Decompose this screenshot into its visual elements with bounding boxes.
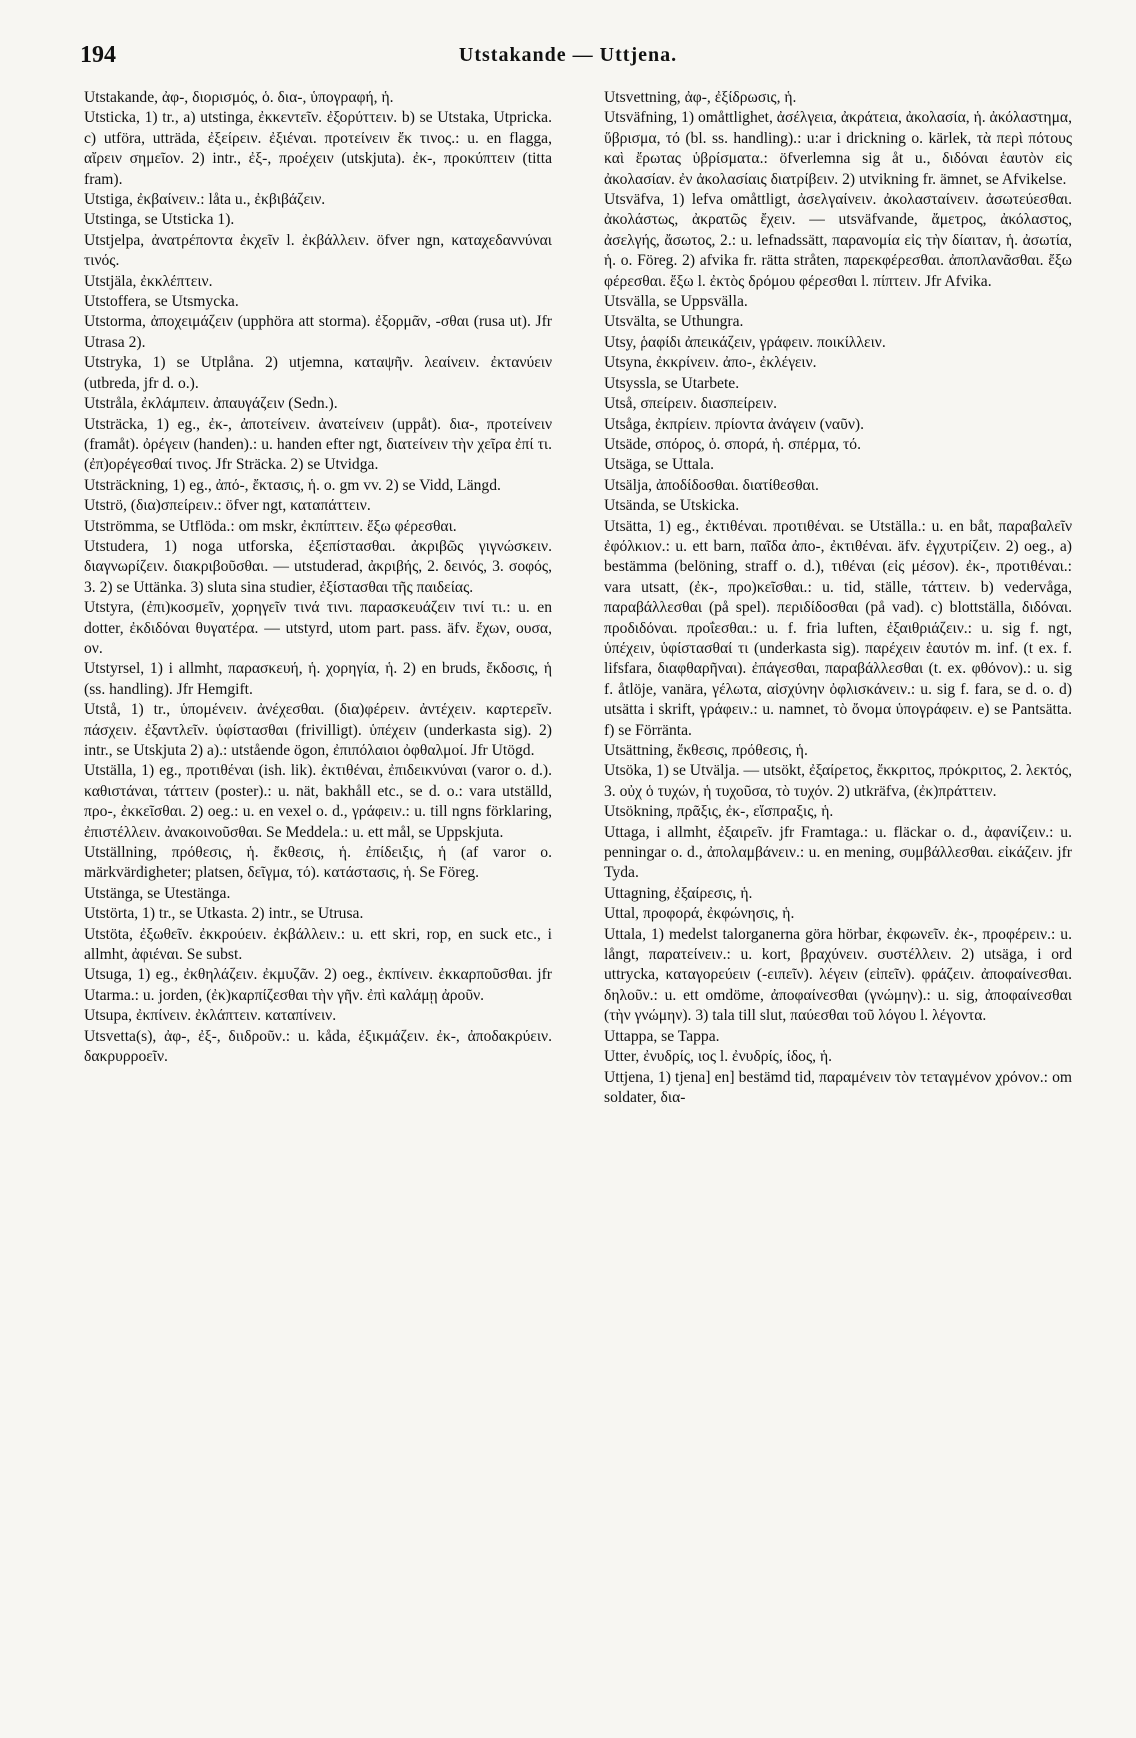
dictionary-entry: Utsupa, ἐκπίνειν. ἐκλάπτειν. καταπίνειν. <box>84 1007 337 1025</box>
dictionary-entry: Utså, σπείρειν. διασπείρειν. <box>604 395 777 413</box>
dictionary-entry: Utsälja, ἀποδίδοσθαι. διατίθεσθαι. <box>604 476 819 494</box>
dictionary-entry: Utställa, 1) eg., προτιθέναι (ish. lik). ἐκτιθέναι, ἐπιδεικνύναι (varor o. d.). καθιστάναι, τάττειν (poster).: u. nät, bakhåll etc., se d. o.: vara utställd, προ-, ἐκκεῖσθαι. 2) oeg.: u. en vexel o. d., γράφειν.: u. till ngns förklaring, ἐπιστέλλειν. ἀνακοινοῦσθαι. Se Meddela.: u. ett mål, se Uppskjuta. <box>84 762 552 841</box>
dictionary-entry: Utstiga, ἐκβαίνειν.: låta u., ἐκβιβάζειν. <box>84 191 326 209</box>
dictionary-entry: Utsvälta, se Uthungra. <box>604 313 744 331</box>
dictionary-entry: Utsträcka, 1) eg., ἐκ-, ἀποτείνειν. ἀνατείνειν (uppåt). δια-, προτείνειν (framåt). ὀρέγειν (handen).: u. handen efter ngt, διατείνειν τὴν χεῖρα ἐπί τι. (ἐπ)ορέγεσθαί τινος. Jfr Sträcka. 2) se Utvidga. <box>84 415 552 474</box>
dictionary-entry: Utstudera, 1) noga utforska, ἐξεπίστασθαι. ἀκριβῶς γιγνώσκειν. διαγνωρίζειν. διακριβοῦσθαι. — utstuderad, ἀκριβής, 2. δεινός, 3. σοφός, 3. 2) se Uttänka. 3) sluta sina studier, ἐξίστασθαι τῆς παιδείας. <box>84 537 552 596</box>
page-header <box>72 38 1064 68</box>
dictionary-entry: Utstakande, ἀφ-, διορισμός, ὁ. δια-, ὑπογραφή, ἡ. <box>84 89 394 106</box>
dictionary-entry: Utsyna, ἐκκρίνειν. ἀπο-, ἐκλέγειν. <box>604 354 817 372</box>
dictionary-entry: Utstyra, (ἐπι)κοσμεῖν, χορηγεῖν τινά τινι. παρασκευάζειν τινί τι.: u. en dotter, ἐκδιδόναι θυγατέρα. — utstyrd, utom part. pass. äfv. ἔχων, ουσα, ον. <box>84 599 552 657</box>
dictionary-entry: Utsträckning, 1) eg., ἀπό-, ἔκτασις, ἡ. o. gm vv. 2) se Vidd, Längd. <box>84 476 501 494</box>
dictionary-entry: Utsäga, se Uttala. <box>604 456 714 474</box>
dictionary-entry: Utsvetta(s), ἀφ-, ἐξ-, διιδροῦν.: u. kåda, ἐξικμάζειν. ἐκ-, ἀποδακρύειν. δακρυρροεῖν. <box>84 1027 552 1066</box>
right-column <box>604 88 1072 1108</box>
dictionary-entry: Utsökning, πρᾶξις, ἐκ-, εἴσπραξις, ἡ. <box>604 803 834 821</box>
dictionary-entry: Utströmma, se Utflöda.: om mskr, ἐκπίπτειν. ἔξω φέρεσθαι. <box>84 517 457 535</box>
dictionary-entry: Utsticka, 1) tr., a) utstinga, ἐκκεντεῖν. ἐξορύττειν. b) se Utstaka, Utpricka. c) utföra, utträda, ἐξείρειν. ἐξιέναι. προτείνειν ἔκ τινος.: u. en flagga, αἴρειν σημεῖον. 2) intr., ἐξ-, προέχειν (utskjuta). ἐκ-, προκύπτειν (titta fram). <box>84 109 552 188</box>
dictionary-entry: Utstöta, ἐξωθεῖν. ἐκκρούειν. ἐκβάλλειν.: u. ett skri, rop, en suck etc., i allmht, ἀφιέναι. Se subst. <box>84 925 552 964</box>
dictionary-entry: Utstorma, ἀποχειμάζειν (upphöra att storma). ἐξορμᾶν, -σθαι (rusa ut). Jfr Utrasa 2). <box>84 313 552 351</box>
left-column <box>84 88 552 1068</box>
dictionary-entry: Utsuga, 1) eg., ἐκθηλάζειν. ἐκμυζᾶν. 2) oeg., ἐκπίνειν. ἐκκαρποῦσθαι. jfr Utarma.: u. jorden, (ἐκ)καρπίζεσθαι τὴν γῆν. ἐπὶ καλάμῃ ἀροῦν. <box>84 966 552 1004</box>
dictionary-entry: Utställning, πρόθεσις, ἡ. ἔκθεσις, ἡ. ἐπίδειξις, ἡ (af varor o. märkvärdigheter; platsen, δεῖγμα, τό). κατάστασις, ἡ. Se Föreg. <box>84 844 552 882</box>
dictionary-entry: Utsättning, ἔκθεσις, πρόθεσις, ἡ. <box>604 742 808 759</box>
dictionary-entry: Utstänga, se Utestänga. <box>84 884 231 902</box>
dictionary-entry: Utsväfva, 1) lefva omåttligt, ἀσελγαίνειν. ἀκολασταίνειν. ἀσωτεύεσθαι. ἀκολάστως, ἀκρατῶς ἔχειν. — utsväfvande, ἄμετρος, ἀκόλαστος, ἀσελγής, ἄσωτος, 2.: u. lefnadssätt, παρανομία εἰς τὴν δίαιταν, ἡ. ἀσωτία, ἡ. o. Föreg. 2) afvika fr. rätta stråten, παρεκφέρεσθαι. ἀποπλανᾶσθαι. ἔξω φέρεσθαι. ἔξω l. ἐκτὸς δρόμου φέρεσθαι l. πίπτειν. Jfr Afvika. <box>604 191 1072 290</box>
dictionary-entry: Uttaga, i allmht, ἐξαιρεῖν. jfr Framtaga.: u. fläckar o. d., ἀφανίζειν.: u. penningar o. d., ἀπολαμβάνειν.: u. en mening, συμβάλλεσθαι. εἰκάζειν. jfr Tyda. <box>604 823 1072 882</box>
dictionary-entry: Utströ, (δια)σπείρειν.: öfver ngt, καταπάττειν. <box>84 497 371 515</box>
dictionary-entry: Utstjelpa, ἀνατρέποντα ἐκχεῖν l. ἐκβάλλειν. öfver ngn, καταχεδαννύναι τινός. <box>84 231 552 270</box>
dictionary-entry: Utsväfning, 1) omåttlighet, ἀσέλγεια, ἀκράτεια, ἀκολασία, ἡ. ἀκόλαστημα, ὕβρισμα, τό (bl. ss. handling).: u:ar i drickning o. kärlek, τὰ περὶ πότους καὶ ἔρωτας ὑβρίσματα.: öfverlemna sig åt u., διδόναι ἑαυτὸν εἰς ἀκολασίαν. ἐν ἀκολασίαις διατρίβειν. 2) utvikning fr. ämnet, se Afvikelse. <box>604 109 1072 188</box>
dictionary-entry: Utsåga, ἐκπρίειν. πρίοντα ἀνάγειν (ναῦν). <box>604 415 864 433</box>
dictionary-entry: Utstörta, 1) tr., se Utkasta. 2) intr., se Utrusa. <box>84 905 364 923</box>
dictionary-entry: Utsända, se Utskicka. <box>604 497 740 515</box>
dictionary-entry: Utstråla, ἐκλάμπειν. ἀπαυγάζειν (Sedn.). <box>84 395 338 413</box>
dictionary-entry: Utstyrsel, 1) i allmht, παρασκευή, ἡ. χορηγία, ἡ. 2) en bruds, ἔκδοσις, ἡ (ss. handling). Jfr Hemgift. <box>84 660 552 698</box>
dictionary-entry: Utstoffera, se Utsmycka. <box>84 293 239 311</box>
running-head: Utstakande — Uttjena. <box>458 44 678 66</box>
dictionary-entry: Uttala, 1) medelst talorganerna göra hörbar, ἐκφωνεῖν. ἐκ-, προφέρειν.: u. långt, παρατείνειν.: u. kort, βραχύνειν. συστέλλειν. 2) utsäga, i ord uttrycka, καταγορεύειν (-ειπεῖν). λέγειν (εἰπεῖν). φράζειν. ἀποφαίνεσθαι. δηλοῦν.: u. ett omdöme, ἀποφαίνεσθαι (γνώμην).: u. sig, ἀποφαίνεσθαι (τὴν γνώμην). 3) tala till slut, παύεσθαι τοῦ λόγου l. λέγοντα. <box>604 925 1072 1025</box>
dictionary-entry: Utter, ἐνυδρίς, ιος l. ἐνυδρίς, ίδος, ἡ. <box>604 1048 833 1066</box>
dictionary-entry: Utsyssla, se Utarbete. <box>604 374 740 392</box>
dictionary-entry: Utsvälla, se Uppsvälla. <box>604 293 748 311</box>
dictionary-entry: Utsvettning, ἀφ-, ἐξίδρωσις, ἡ. <box>604 89 797 106</box>
dictionary-entry: Uttal, προφορά, ἐκφώνησις, ἡ. <box>604 905 795 923</box>
dictionary-entry: Utsätta, 1) eg., ἐκτιθέναι. προτιθέναι. se Utställa.: u. en båt, παραβαλεῖν ἐφόλκιον.: u. ett barn, παῖδα ἀπο-, ἐκτιθέναι. äfv. ἐγχυτρίζειν. 2) oeg., a) bestämma (belöning, straff o. d.), τιθέναι (εἰς μέσον). ἐκ-, προτιθέναι.: vara utsatt, (ἐκ-, προ)κεῖσθαι.: u. tid, ställe, τάττειν. b) vedervåga, παραβάλλεσθαι (på spel). περιδίδοσθαι (på vad). c) blottställa, διδόναι. προδιδόναι. προΐεσθαι.: u. f. fria luften, ἐξαιθριάζειν.: u. sig f. ngt, ὑπέχειν, ὑφίστασθαί τι (underkasta sig). παρέχειν ἑαυτόν m. inf. (t ex. f. lifsfara, διαφθαρῆναι). ἐπάγεσθαι, παραβάλλεσθαι (t. ex. φθόνον).: u. sig f. åtlöje, vanära, γέλωτα, αἰσχύνην ὀφλισκάνειν.: u. sig f. fara, se d. o. d) utsätta i skrift, γράφειν.: u. namnet, τὸ ὄνομα ὑπογράφειν. e) se Pantsätta. f) se Förränta. <box>604 517 1072 739</box>
dictionary-entry: Utsäde, σπόρος, ὁ. σπορά, ἡ. σπέρμα, τό. <box>604 435 861 453</box>
dictionary-entry: Utsy, ῥαφίδι ἀπεικάζειν, γράφειν. ποικίλλειν. <box>604 333 886 351</box>
dictionary-entry: Utsöka, 1) se Utvälja. — utsökt, ἐξαίρετος, ἔκκριτος, πρόκριτος, 2. λεκτός, 3. οὐχ ὁ τυχών, ἡ τυχοῦσα, τὸ τυχόν. 2) utkräfva, (ἐκ)πράττειν. <box>604 762 1072 800</box>
dictionary-entry: Utstå, 1) tr., ὑπομένειν. ἀνέχεσθαι. (δια)φέρειν. ἀντέχειν. καρτερεῖν. πάσχειν. ἐξαντλεῖν. ὑφίστασθαι (frivilligt). ὑπέχειν (underkasta sig). 2) intr., se Utskjuta 2) a).: utstående ögon, ἐπιπόλαιοι ὀφθαλμοί. Jfr Utögd. <box>84 701 552 759</box>
dictionary-entry: Uttagning, ἐξαίρεσις, ἡ. <box>604 884 753 902</box>
dictionary-entry: Utstryka, 1) se Utplåna. 2) utjemna, καταψῆν. λεαίνειν. ἐκτανύειν (utbreda, jfr d. o.). <box>84 354 552 392</box>
page-number: 194 <box>80 42 116 68</box>
dictionary-entry: Uttjena, 1) tjena] en] bestämd tid, παραμένειν τὸν τεταγμένον χρόνον.: om soldater, δια- <box>604 1068 1072 1106</box>
dictionary-entry: Utstjäla, ἐκκλέπτειν. <box>84 272 213 290</box>
dictionary-entry: Utstinga, se Utsticka 1). <box>84 211 235 229</box>
dictionary-entry: Uttappa, se Tappa. <box>604 1027 720 1045</box>
